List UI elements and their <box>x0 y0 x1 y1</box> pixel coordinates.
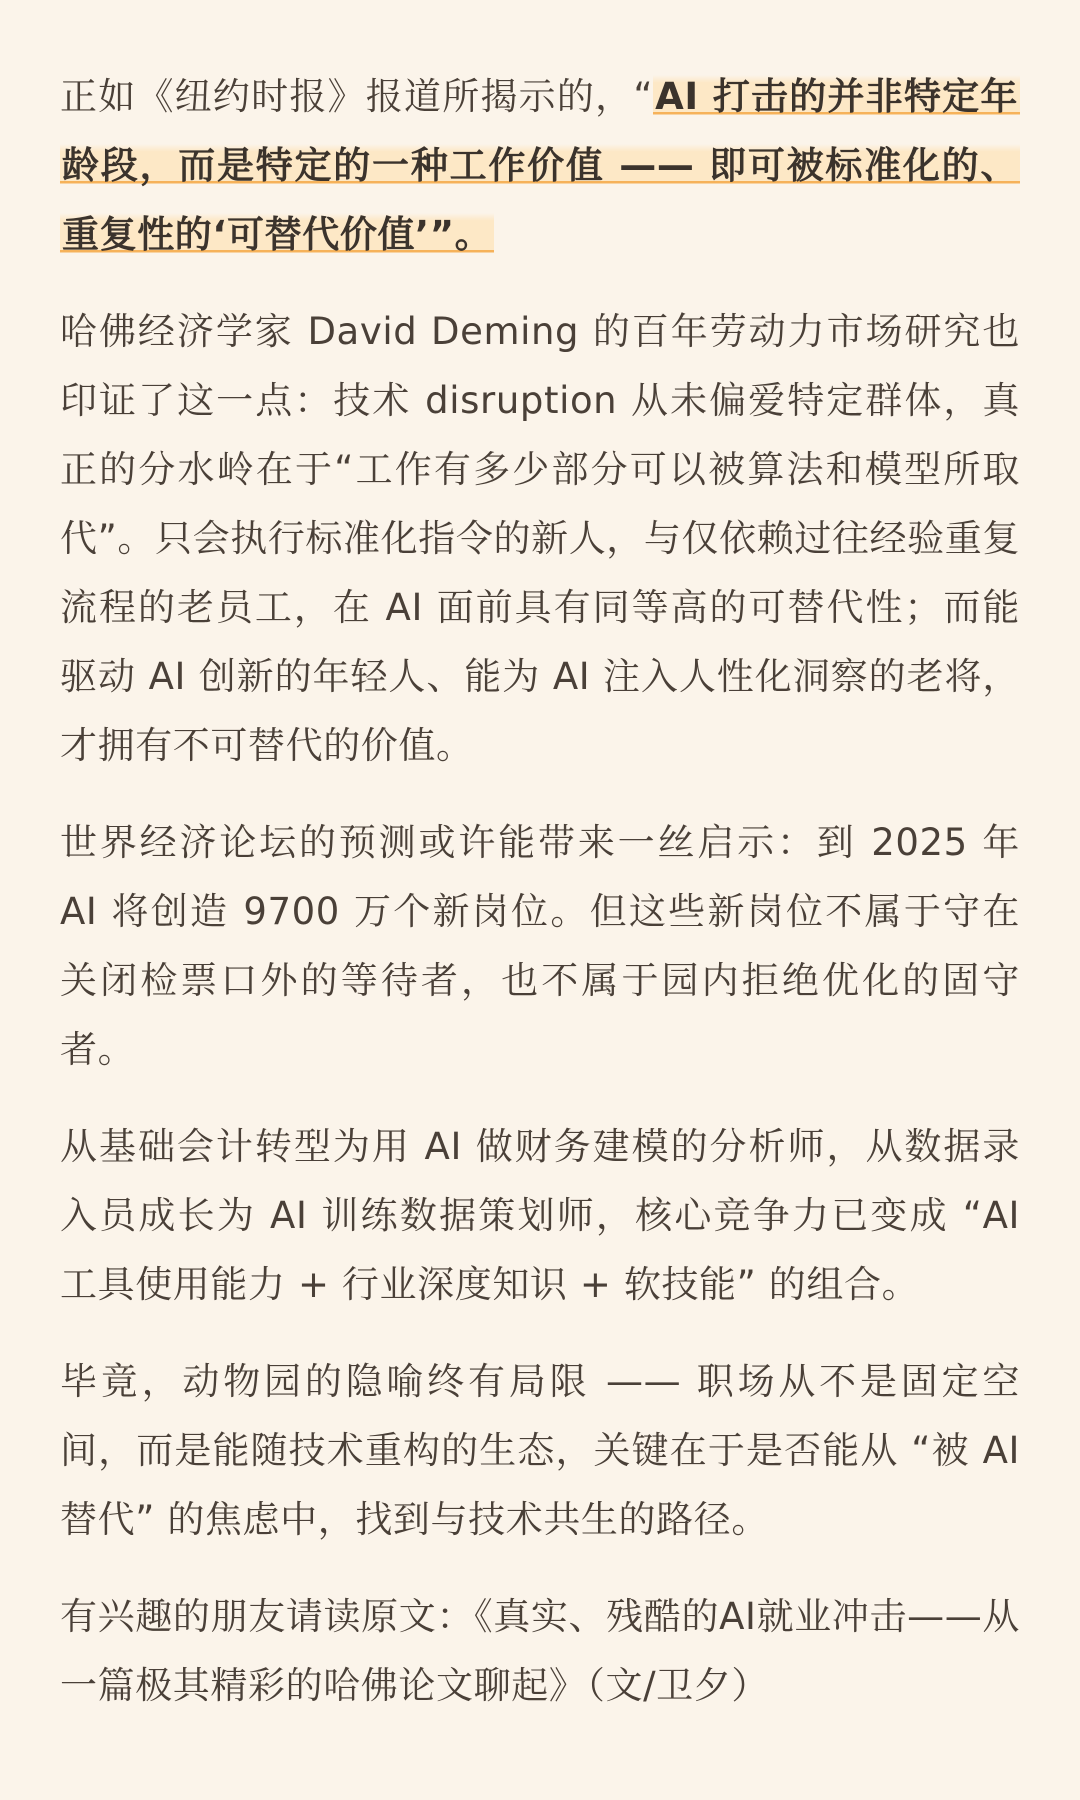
paragraph-4: 从基础会计转型为用 AI 做财务建模的分析师，从数据录入员成长为 AI 训练数据策划师，核心竞争力已变成 “AI 工具使用能力 + 行业深度知识 + 软技能” 的组合。 <box>60 1125 1020 1306</box>
paragraph-6-source: 有兴趣的朋友请读原文：《真实、残酷的AI就业冲击——从一篇极其精彩的哈佛论文聊起》（文/卫夕） <box>60 1595 1020 1707</box>
paragraph-1 <box>60 62 1020 269</box>
paragraph-1-lead: 正如《纽约时报》报道所揭示的，“ <box>60 75 654 118</box>
paragraph-2: 哈佛经济学家 David Deming 的百年劳动力市场研究也印证了这一点：技术 disruption 从未偏爱特定群体，真正的分水岭在于“工作有多少部分可以被算法和模型所取代”。只会执行标准化指令的新人，与仅依赖过往经验重复流程的老员工，在 AI 面前具有同等高的可替代性；而能驱动 AI 创新的年轻人、能为 AI 注入人性化洞察的老将，才拥有不可替代的价值。 <box>60 310 1020 767</box>
highlighted-quote: AI 打击的并非特定年龄段，而是特定的一种工作价值 —— 即可被标准化的、重复性的‘可替代价值’”。 <box>62 75 1018 256</box>
paragraph-5: 毕竟，动物园的隐喻终有局限 —— 职场从不是固定空间，而是能随技术重构的生态，关键在于是否能从 “被 AI 替代” 的焦虑中，找到与技术共生的路径。 <box>60 1360 1020 1541</box>
paragraph-3: 世界经济论坛的预测或许能带来一丝启示：到 2025 年 AI 将创造 9700 万个新岗位。但这些新岗位不属于守在关闭检票口外的等待者，也不属于园内拒绝优化的固守者。 <box>60 821 1020 1071</box>
